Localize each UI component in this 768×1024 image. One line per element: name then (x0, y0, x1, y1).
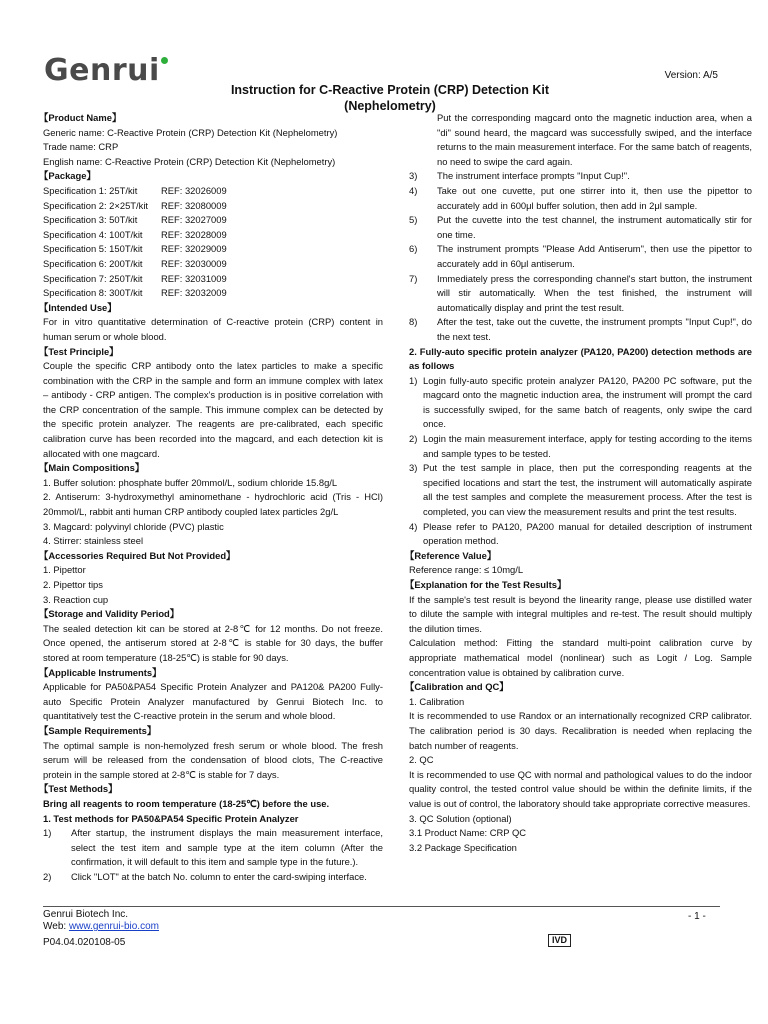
document-title (40, 82, 740, 114)
accessories-heading: 【 Accessories Required But Not Provided 】 (43, 549, 383, 564)
footer-document-code: P04.04.020108-05 (43, 937, 126, 948)
step-item (409, 432, 752, 461)
calibration-qc-heading: 【 Calibration and QC 】 (409, 680, 752, 695)
composition-item: 2. Antiserum: 3-hydroxymethyl aminomethane - hydrochloric acid (Tris - HCl) 20mmol/L, rabbit anti human CRP antibody coupled latex particles 2g/L (43, 491, 383, 518)
logo-dot-icon (161, 57, 168, 64)
spec-label: Specification 7: 250T/kit (43, 272, 143, 284)
step-text: Login fully-auto specific protein analyzer PA120, PA200 PC software, put the magcard onto the magnetic induction area, the instrument will prompt the card is successfully swiped, for the same batch of reagents, only swipe the card once. (423, 374, 752, 430)
calculation-text: Calculation method: Fitting the standard multi-point calibration curve by appropriate mathematical model (nonlinear) such as Logit / Log. Sample concentration value is obtained by calibration curve. (409, 637, 752, 678)
step-text: After the test, take out the cuvette, the instrument prompts "Input Cup!", do the next test. (437, 316, 752, 342)
spec-row (43, 257, 383, 272)
step-text: Put the cuvette into the test channel, the instrument automatically stir for one time. (437, 214, 752, 240)
room-temperature-note: Bring all reagents to room temperature (18-25℃) before the use. (43, 797, 330, 809)
step-number: 1) (409, 374, 418, 386)
spec-label: Specification 2: 2×25T/kit (43, 199, 149, 211)
explanation-heading: 【 Explanation for the Test Results 】 (409, 578, 752, 593)
step-item (409, 242, 752, 271)
step-item (409, 315, 752, 344)
spec-ref: REF: 32080009 (161, 199, 227, 211)
spec-ref: REF: 32028009 (161, 228, 227, 240)
english-name: English name: C-Reactive Protein (CRP) Detection Kit (Nephelometry) (43, 155, 336, 167)
step-text: The instrument interface prompts "Input Cup!". (437, 170, 630, 182)
qc-package-spec: 3.2 Package Specification (409, 841, 517, 853)
step-item (43, 870, 383, 885)
spec-label: Specification 8: 300T/kit (43, 287, 143, 299)
left-column (43, 111, 383, 884)
accessory-item: 3. Reaction cup (43, 593, 109, 605)
spec-row (43, 184, 383, 199)
title-line-1: Instruction for C-Reactive Protein (CRP) Detection Kit (230, 83, 550, 97)
step-item (409, 169, 752, 184)
spec-row (43, 272, 383, 287)
method-1-heading: 1. Test methods for PA50&PA54 Specific Protein Analyzer (43, 812, 299, 824)
step-number: 2) (43, 870, 52, 882)
step-text: After startup, the instrument displays the main measurement interface, select the test item and sample type at the item column (After the confirmation, it will default to this item and sample type in the future.). (71, 827, 383, 868)
spec-row (43, 213, 383, 228)
step-number: 5) (409, 214, 418, 226)
step-continuation: Put the corresponding magcard onto the magnetic induction area, when a "di" sound heard, the magcard was successfully swiped, and the interface returns to the main measurement interface. For the same batch of reagents, no need to swipe the card again. (437, 112, 752, 167)
step-text: Immediately press the corresponding channel's start button, the instrument will stir automatically. When the test finished, the instrument will automatically display and print the test result. (437, 272, 752, 313)
qc-subheading: 2. QC (409, 754, 434, 766)
step-number: 8) (409, 316, 418, 328)
main-compositions-heading: 【 Main Compositions 】 (43, 461, 383, 476)
qc-product-name: 3.1 Product Name: CRP QC (409, 827, 527, 839)
step-text: Click "LOT" at the batch No. column to enter the card-swiping interface. (71, 870, 367, 882)
qc-solution-subheading: 3. QC Solution (optional) (409, 812, 512, 824)
spec-row (43, 199, 383, 214)
step-number: 1) (43, 827, 52, 839)
step-number: 7) (409, 272, 418, 284)
step-number: 3) (409, 462, 418, 474)
accessory-item: 1. Pipettor (43, 564, 86, 576)
test-methods-heading: 【 Test Methods 】 (43, 782, 383, 797)
reference-value-heading: 【 Reference Value 】 (409, 549, 752, 564)
spec-label: Specification 1: 25T/kit (43, 184, 138, 196)
genrui-logo (44, 52, 168, 86)
step-number: 2) (409, 433, 418, 445)
spec-label: Specification 4: 100T/kit (43, 228, 143, 240)
trade-name: Trade name: CRP (43, 141, 119, 153)
method-2-heading: 2. Fully-auto specific protein analyzer (PA120, PA200) detection methods are as follows (409, 345, 752, 372)
step-item (43, 826, 383, 870)
spec-ref: REF: 32027009 (161, 214, 227, 226)
explanation-text: If the sample's test result is beyond the linearity range, please use distilled water to dilute the sample with integral multiples and re-test. The result should multiply the dilution times. (409, 593, 752, 634)
spec-label: Specification 5: 150T/kit (43, 243, 143, 255)
intended-use-heading: 【 Intended Use 】 (43, 301, 383, 316)
right-column (409, 111, 752, 855)
sample-text: The optimal sample is non-hemolyzed fresh serum or whole blood. The fresh serum will be released from the condensation of blood clots, The C-reactive protein in the sample stored at 2-8℃ is stable for 7 days. (43, 739, 383, 780)
spec-label: Specification 3: 50T/kit (43, 214, 138, 226)
ivd-badge: IVD (548, 934, 571, 947)
step-text: Put the test sample in place, then put the corresponding reagents at the specified locations and start the test, the instrument will automatically aspirate all the test samples and complete the measurement process. After the test is completed, you can view the measurement results and print the test results. (423, 462, 752, 518)
instruments-heading: 【 Applicable Instruments 】 (43, 666, 383, 681)
sample-heading: 【 Sample Requirements 】 (43, 724, 383, 739)
accessory-item: 2. Pipettor tips (43, 579, 103, 590)
reference-range: Reference range: ≤ 10mg/L (409, 564, 524, 576)
qc-text: It is recommended to use QC with normal and pathological values to do the indoor quality control, the tested control value should be within the definite limits, if the value is out of control, the laboratory should take appropriate corrective measures. (409, 768, 752, 809)
step-item (409, 374, 752, 432)
instruments-text: Applicable for PA50&PA54 Specific Protein Analyzer and PA120& PA200 Fully-auto Specific Protein Analyzer manufactured by Genrui Biotech Inc. to quantitatively test the C-reactive protein in the serum and whole blood. (43, 681, 383, 722)
logo-text: Genrui (44, 53, 160, 88)
step-item (409, 461, 752, 519)
spec-row (43, 228, 383, 243)
spec-ref: REF: 32029009 (161, 243, 227, 255)
footer-company: Genrui Biotech Inc. (43, 909, 129, 920)
storage-text: The sealed detection kit can be stored at 2-8℃ for 12 months. Do not freeze. Once opened, the antiserum stored at 2-8℃ is stable for 30 days, the buffer stored at room temperature (18-25℃) is stable for 90 days. (43, 622, 383, 663)
title-line-2: (Nephelometry) (344, 99, 436, 113)
spec-ref: REF: 32030009 (161, 257, 227, 269)
step-number: 4) (409, 184, 418, 196)
composition-item: 3. Magcard: polyvinyl chloride (PVC) plastic (43, 520, 224, 532)
step-item (409, 520, 752, 549)
intended-use-text: For in vitro quantitative determination of C-reactive protein (CRP) content in human serum or whole blood. (43, 316, 383, 342)
step-text: Please refer to PA120, PA200 manual for detailed description of instrument operation method. (423, 520, 752, 547)
spec-ref: REF: 32031009 (161, 272, 227, 284)
version-label: Version: A/5 (664, 70, 718, 81)
step-item (409, 272, 752, 316)
composition-item: 1. Buffer solution: phosphate buffer 20mmol/L, sodium chloride 15.8g/L (43, 476, 338, 488)
test-principle-heading: 【 Test Principle 】 (43, 345, 383, 360)
calibration-subheading: 1. Calibration (409, 695, 465, 707)
package-heading: 【 Package 】 (43, 169, 383, 184)
spec-ref: REF: 32026009 (161, 184, 227, 196)
step-text: Login the main measurement interface, apply for testing according to the items and sample types to be tested. (423, 433, 752, 459)
calibration-text: It is recommended to use Randox or an internationally recognized CRP calibrator. The calibration period is 30 days. Recalibration is needed when replacing the batch number of reagents. (409, 710, 752, 751)
step-number: 6) (409, 243, 418, 255)
spec-row (43, 242, 383, 257)
step-item (409, 213, 752, 242)
page-number: - 1 - (688, 911, 706, 922)
website-link[interactable]: www.genrui-bio.com (68, 921, 159, 932)
step-item (409, 184, 752, 213)
footer-divider (43, 906, 720, 907)
spec-label: Specification 6: 200T/kit (43, 257, 143, 269)
step-number: 4) (409, 520, 418, 532)
generic-name: Generic name: C-Reactive Protein (CRP) Detection Kit (Nephelometry) (43, 126, 338, 138)
spec-ref: REF: 32032009 (161, 287, 227, 299)
storage-heading: 【 Storage and Validity Period 】 (43, 607, 383, 622)
step-text: The instrument prompts "Please Add Antiserum", then use the pipettor to accurately add in 60μl antiserum. (437, 243, 752, 269)
product-name-heading: 【 Product Name 】 (43, 111, 383, 126)
web-label: Web: (43, 921, 69, 932)
test-principle-text: Couple the specific CRP antibody onto the latex particles to make a specific combination with the CRP in the sample and form an immune complex with latex – antibody - CRP antigen. The complex's production is in positive correlation with the CRP concentration of the sample. This immune complex can be detected by the specific protein analyzer. The reagents are pre-calibrated, each specific calibration curve has been recorded into the magcard, and each detection kit is allocated with one magcard. (43, 360, 383, 459)
footer-web (43, 921, 159, 933)
step-text: Take out one cuvette, put one stirrer into it, then use the pipettor to accurately add in 600μl buffer solution, then add in 2μl sample. (437, 184, 752, 211)
step-number: 3) (409, 170, 418, 182)
spec-row (43, 286, 383, 301)
composition-item: 4. Stirrer: stainless steel (43, 535, 144, 547)
